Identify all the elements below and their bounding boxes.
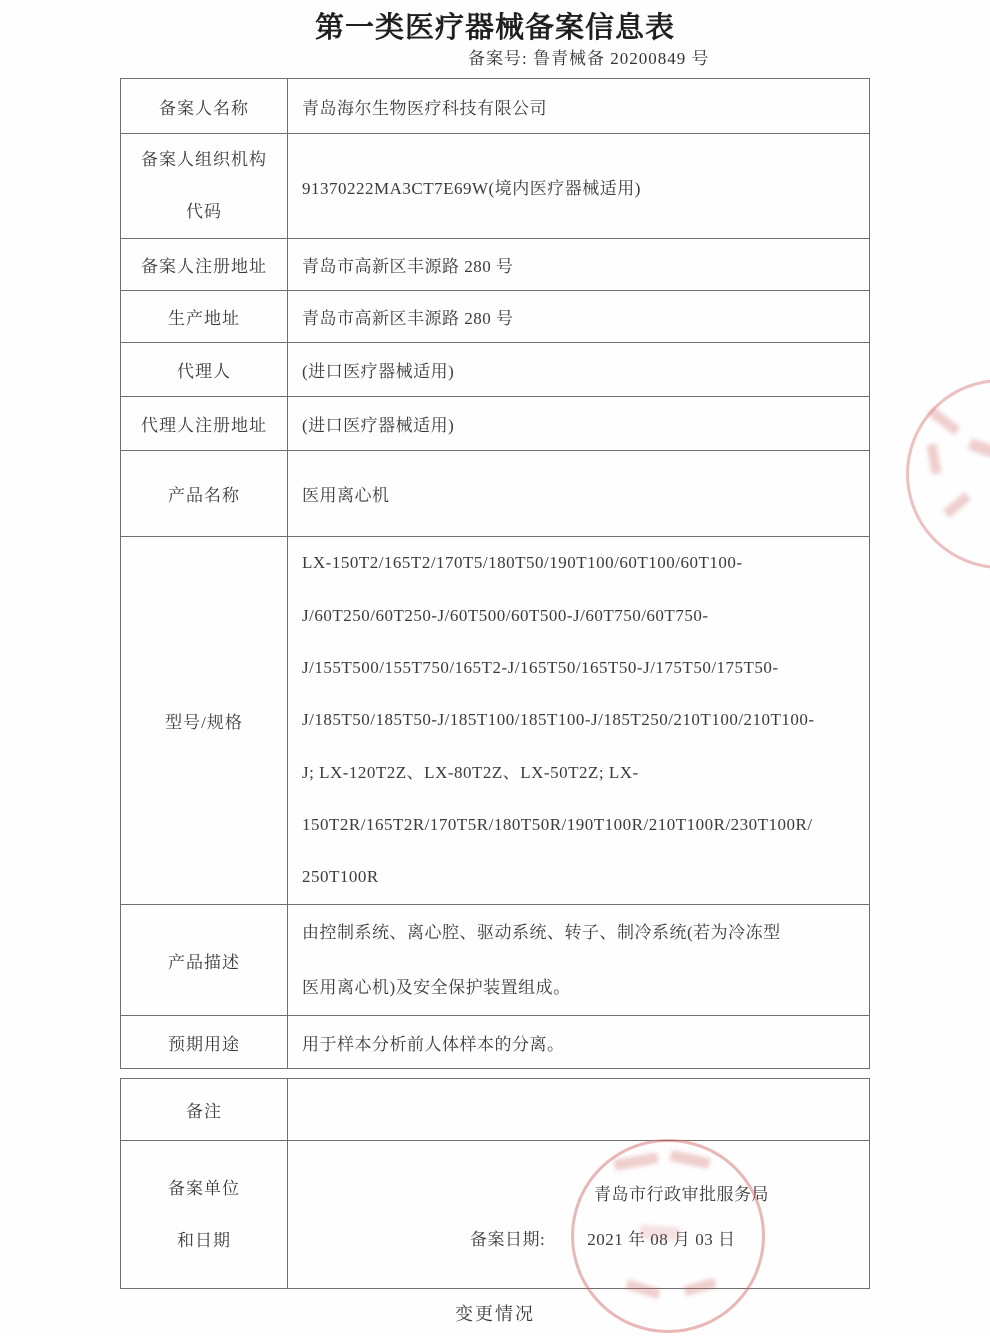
row-label: 生产地址: [121, 291, 288, 343]
table-row-filer-address: [121, 239, 870, 291]
row-value: 青岛市高新区丰源路 280 号: [288, 239, 870, 291]
table-row-intended-use: [121, 1016, 870, 1069]
row-value: 青岛海尔生物医疗科技有限公司: [288, 79, 870, 134]
spec-line: J/185T50/185T50-J/185T100/185T100-J/185T250/210T100/210T100-: [302, 710, 815, 730]
seal-mark: [943, 492, 971, 518]
row-value: (进口医疗器械适用): [288, 343, 870, 397]
spec-line: J/60T250/60T250-J/60T500/60T500-J/60T750/60T750-: [302, 605, 709, 625]
row-label-line: 代码: [186, 202, 222, 221]
table-row-production-address: [121, 291, 870, 343]
remarks-and-unit-table: [120, 1078, 870, 1289]
row-value: (进口医疗器械适用): [288, 397, 870, 451]
seal-mark: [968, 438, 990, 458]
row-label: 备注: [121, 1079, 288, 1141]
filing-date-label: 备案日期:: [470, 1229, 546, 1249]
record-number-label: 备案号:: [468, 49, 528, 68]
record-number: [468, 44, 709, 69]
row-label-line: 和日期: [177, 1230, 231, 1250]
row-label: 代理人注册地址: [121, 397, 288, 451]
row-label: 代理人: [121, 343, 288, 397]
spec-line: J; LX-120T2Z、LX-80T2Z、LX-50T2Z; LX-: [302, 762, 639, 782]
description-line: 医用离心机)及安全保护装置组成。: [302, 978, 571, 997]
spec-line: 250T100R: [302, 867, 379, 887]
row-value: [288, 1141, 870, 1289]
row-label: 预期用途: [121, 1016, 288, 1069]
row-value: [288, 905, 870, 1016]
seal-mark: [928, 407, 961, 436]
row-label: [121, 134, 288, 239]
row-label: 产品描述: [121, 905, 288, 1016]
row-label-line: 备案人组织机构: [141, 150, 267, 169]
filing-agency: 青岛市行政审批服务局: [594, 1184, 769, 1204]
table-row-model-spec: [121, 537, 870, 905]
row-label: 备案人名称: [121, 79, 288, 134]
registration-info-table: [120, 78, 870, 1069]
table-row-agent: [121, 343, 870, 397]
table-row-product-name: [121, 451, 870, 537]
row-label: 产品名称: [121, 451, 288, 537]
filing-date-value: 2021 年 08 月 03 日: [587, 1229, 736, 1249]
page-title: 第一类医疗器械备案信息表: [314, 12, 675, 44]
row-value: [288, 1079, 870, 1141]
row-label-line: 备案单位: [168, 1178, 240, 1198]
description-line: 由控制系统、离心腔、驱动系统、转子、制冷系统(若为冷冻型: [302, 923, 781, 942]
spec-line: J/155T500/155T750/165T2-J/165T50/165T50-J/175T50/175T50-: [302, 658, 779, 678]
row-label: 备案人注册地址: [121, 239, 288, 291]
filing-date-line: [470, 1225, 855, 1250]
row-value: 医用离心机: [288, 451, 870, 537]
spec-line: 150T2R/165T2R/170T5R/180T50R/190T100R/210T100R/230T100R/: [302, 814, 813, 834]
row-value: 91370222MA3CT7E69W(境内医疗器械适用): [288, 134, 870, 239]
table-row-filer-name: [121, 79, 870, 134]
table-row-org-code: [121, 134, 870, 239]
row-label: 型号/规格: [121, 537, 288, 905]
table-row-product-description: [121, 905, 870, 1016]
row-value: 用于样本分析前人体样本的分离。: [288, 1016, 870, 1069]
table-row-filing-unit-date: [121, 1141, 870, 1289]
table-row-remarks: [121, 1079, 870, 1141]
row-value: 青岛市高新区丰源路 280 号: [288, 291, 870, 343]
spec-line: LX-150T2/165T2/170T5/180T50/190T100/60T100/60T100-: [302, 553, 743, 573]
row-label: [121, 1141, 288, 1289]
official-seal-right-partial: [906, 379, 990, 569]
table-row-agent-address: [121, 397, 870, 451]
row-value: [288, 537, 870, 905]
seal-mark: [926, 443, 941, 474]
record-number-value: 鲁青械备 20200849 号: [532, 49, 710, 68]
change-status-heading: 变更情况: [455, 1304, 535, 1324]
